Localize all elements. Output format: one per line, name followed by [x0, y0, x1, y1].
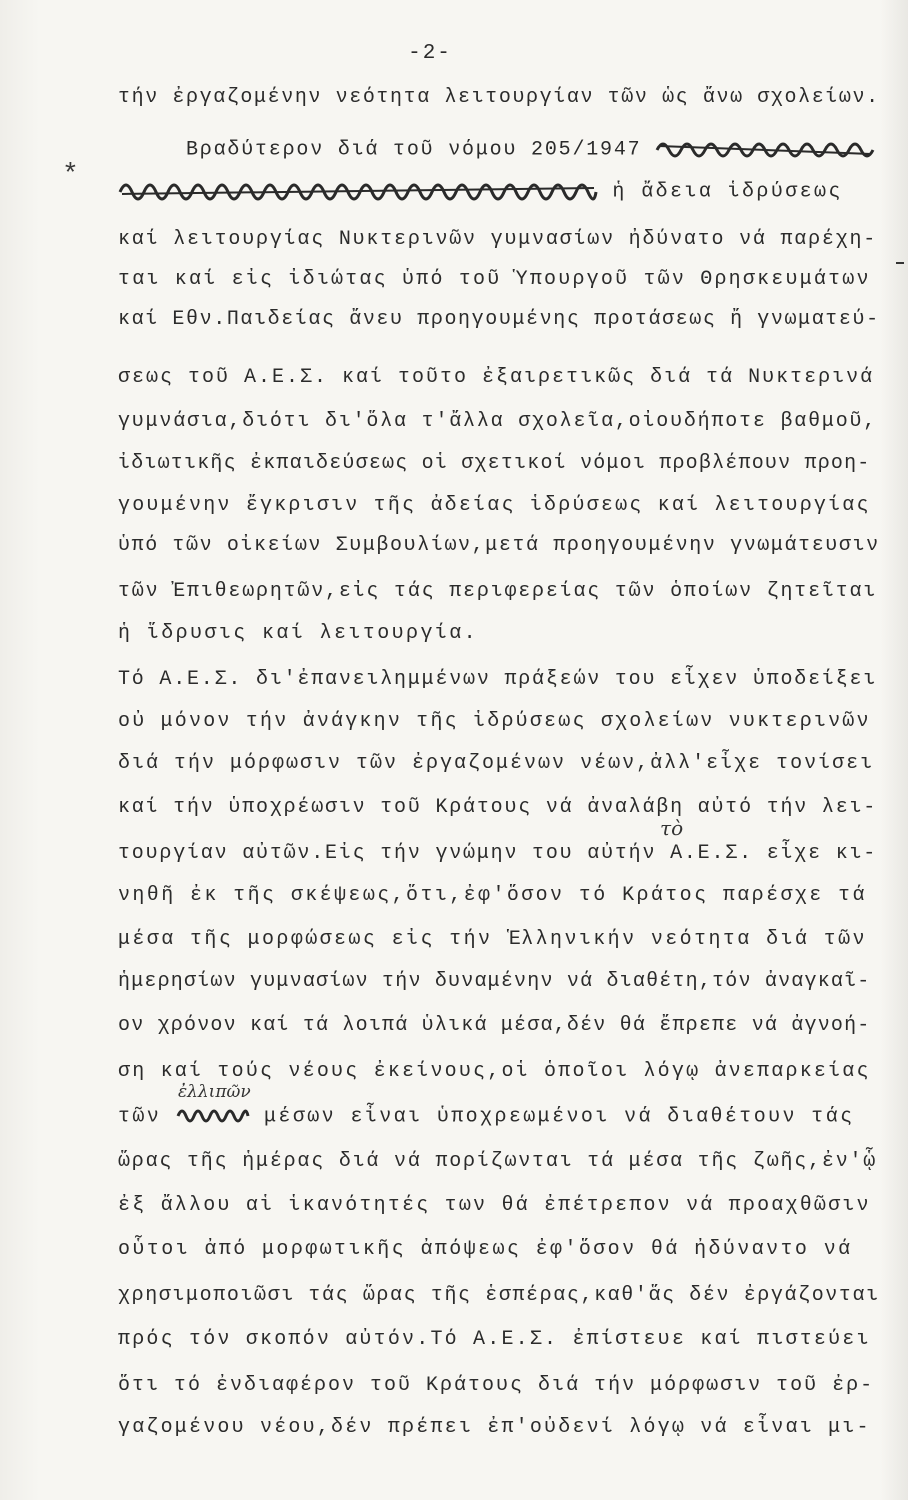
text-line: ἐξ ἄλλου αἱ ἱκανότητές των θά ἐπέτρεπον νά προαχθῶσιν	[118, 1194, 871, 1217]
text-line	[118, 1104, 880, 1129]
text-line: ἡ ἵδρυσις καί λειτουργία.	[118, 622, 479, 645]
text-line: ση καί τούς νέους ἐκείνους,οἱ ὁποῖοι λόγῳ ἀνεπαρκείας	[118, 1060, 871, 1083]
text-segment: μέσων εἶναι ὑποχρεωμένοι νά διαθέτουν τάς	[264, 1105, 855, 1129]
text-line: μέσα τῆς μορφώσεως εἰς τήν Ἑλληνικήν νεότητα διά τῶν	[118, 928, 867, 951]
text-line: Τό Α.Ε.Σ. δι'ἐπανειλημμένων πράξεών του εἶχεν ὑποδείξει	[118, 668, 878, 691]
text-line: καί Εθν.Παιδείας ἄνευ προηγουμένης προτάσεως ἤ γνωματεύ-	[118, 308, 880, 331]
text-line: καί λειτουργίας Νυκτερινῶν γυμνασίων ἠδύνατο νά παρέχη-	[118, 228, 878, 251]
strikethrough-scribble	[176, 1104, 250, 1128]
text-line: τῶν Ἐπιθεωρητῶν,εἰς τάς περιφερείας τῶν ὁποίων ζητεῖται	[118, 580, 878, 603]
text-line: διά τήν μόρφωσιν τῶν ἐργαζομένων νέων,ἀλλ'εἶχε τονίσει	[118, 752, 875, 775]
text-segment: Βραδύτερον διά τοῦ νόμου 205/1947	[186, 138, 642, 162]
handwritten-insertion: τὸ	[660, 816, 684, 840]
text-line: νηθῆ ἐκ τῆς σκέψεως,ὅτι,ἐφ'ὅσον τό Κράτος παρέσχε τά	[118, 884, 867, 907]
text-line: οὗτοι ἀπό μορφωτικῆς ἀπόψεως ἐφ'ὅσον θά ἠδύναντο νά	[118, 1238, 853, 1261]
text-line: τουργίαν αὐτῶν.Εἰς τήν γνώμην του αὐτήν Α.Ε.Σ. εἶχε κι-	[118, 842, 878, 865]
text-line: χρησιμοποιῶσι τάς ὥρας τῆς ἑσπέρας,καθ'ἅς δέν ἐργάζονται	[118, 1284, 880, 1307]
strikethrough-scribble	[655, 136, 875, 162]
text-line: σεως τοῦ Α.Ε.Σ. καί τοῦτο ἐξαιρετικῶς διά τά Νυκτερινά	[118, 366, 875, 389]
text-line	[118, 178, 880, 204]
text-line: πρός τόν σκοπόν αὐτόν.Τό Α.Ε.Σ. ἐπίστευε καί πιστεύει	[118, 1328, 871, 1351]
text-line: ἡμερησίων γυμνασίων τήν δυναμένην νά διαθέτη,τόν ἀναγκαῖ-	[118, 970, 871, 993]
text-segment: ἡ ἄδεια ἱδρύσεως	[612, 180, 843, 204]
text-line: ἰδιωτικῆς ἐκπαιδεύσεως οἱ σχετικοί νόμοι προβλέπουν προη-	[118, 452, 871, 475]
margin-asterisk-mark: *	[62, 160, 79, 191]
text-line: καί τήν ὑποχρέωσιν τοῦ Κράτους νά ἀναλάβη αὐτό τήν λει-	[118, 796, 878, 819]
text-line	[186, 136, 880, 162]
text-line: γουμένην ἔγκρισιν τῆς ἀδείας ἱδρύσεως καί λειτουργίας	[118, 494, 871, 517]
handwritten-insertion: ἐλλιπῶν	[178, 1082, 251, 1102]
strikethrough-scribble	[118, 178, 598, 204]
text-line: γαζομένου νέου,δέν πρέπει ἐπ'οὐδενί λόγῳ νά εἶναι μι-	[118, 1416, 871, 1439]
text-line: ται καί εἰς ἰδιώτας ὑπό τοῦ Ὑπουργοῦ τῶν Θρησκευμάτων	[118, 268, 871, 291]
page-number: -2-	[408, 42, 452, 65]
text-line: ὅτι τό ἐνδιαφέρον τοῦ Κράτους διά τήν μόρφωσιν τοῦ ἐρ-	[118, 1374, 875, 1397]
text-line: τήν ἐργαζομένην νεότητα λειτουργίαν τῶν ὡς ἄνω σχολείων.	[118, 86, 880, 109]
text-line: οὐ μόνον τήν ἀνάγκην τῆς ἱδρύσεως σχολείων νυκτερινῶν	[118, 710, 871, 733]
text-line: ὑπό τῶν οἰκείων Συμβουλίων,μετά προηγουμένην γνωμάτευσιν	[118, 534, 880, 557]
text-segment: τῶν	[118, 1105, 162, 1129]
text-line: ὥρας τῆς ἡμέρας διά νά πορίζωνται τά μέσα τῆς ζωῆς,ἐν'ᾧ	[118, 1150, 878, 1173]
text-line: ον χρόνον καί τά λοιπά ὑλικά μέσα,δέν θά ἔπρεπε νά ἀγνοή-	[118, 1014, 871, 1037]
text-line: γυμνάσια,διότι δι'ὅλα τ'ἄλλα σχολεῖα,οἰουδήποτε βαθμοῦ,	[118, 410, 878, 433]
